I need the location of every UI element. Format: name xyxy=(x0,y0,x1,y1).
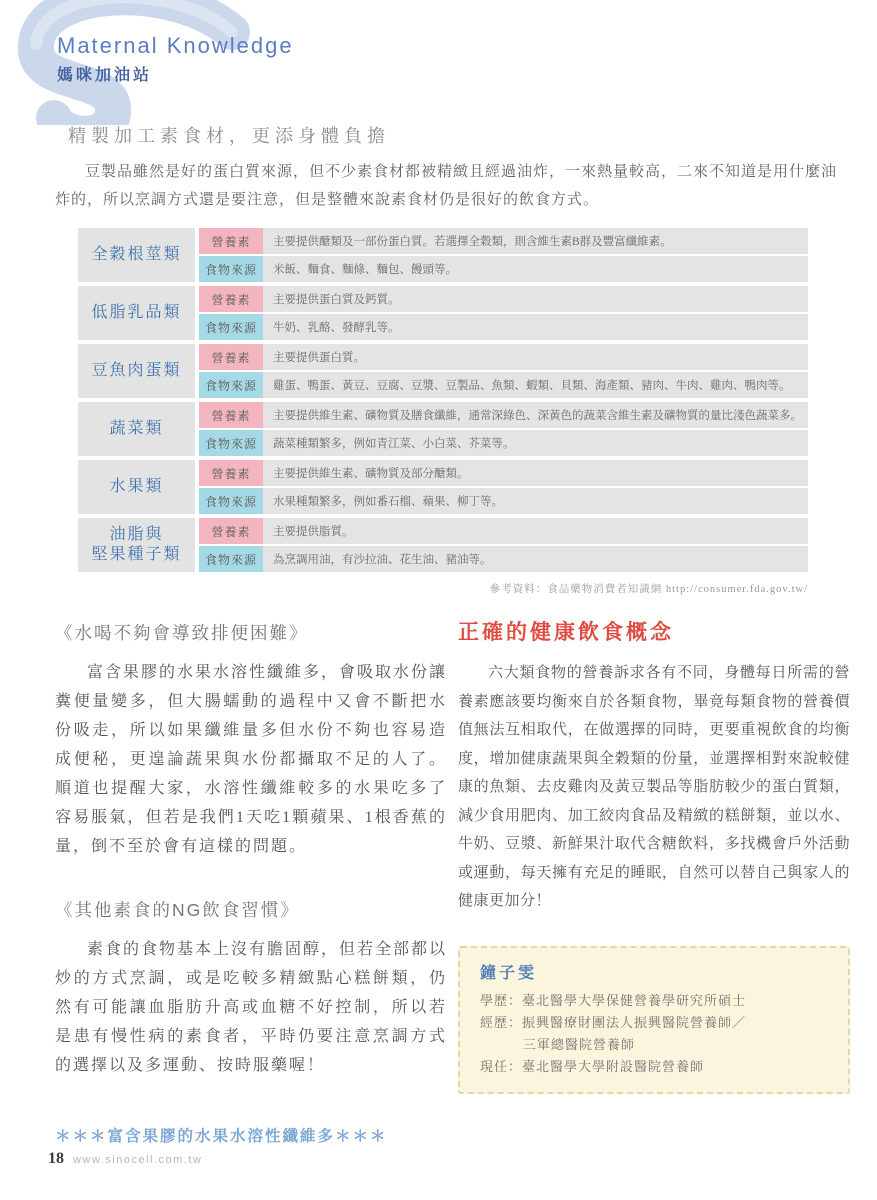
nutrient-value: 主要提供脂質。 xyxy=(263,518,808,544)
nutrient-subrow xyxy=(199,228,808,254)
source-subrow xyxy=(199,256,808,282)
source-subrow xyxy=(199,488,808,514)
source-tag: 食物來源 xyxy=(199,546,263,572)
nutrient-tag: 營養素 xyxy=(199,228,263,254)
nutrient-tag: 營養素 xyxy=(199,286,263,312)
source-value: 米飯、麵食、麵條、麵包、饅頭等。 xyxy=(263,256,808,282)
source-subrow xyxy=(199,430,808,456)
ng-habits-paragraph: 素食的食物基本上沒有膽固醇，但若全部都以炒的方式烹調，或是吃較多精緻點心糕餅類，仍然有可能讓血脂肪升高或血糖不好控制，所以若是患有慢性病的素食者，平時仍要注意烹調方式的選擇以及多運動、按時服藥喔！ xyxy=(55,941,448,1074)
nutrient-value: 主要提供蛋白質及鈣質。 xyxy=(263,286,808,312)
category-label: 油脂與 xyxy=(109,526,164,543)
source-tag: 食物來源 xyxy=(199,372,263,398)
healthy-diet-paragraph: 六大類食物的營養訴求各有不同，身體每日所需的營養素應該要均衡來自於各類食物，畢竟每類食物的營養價值無法互相取代，在做選擇的同時，更要重視飲食的均衡度，增加健康蔬果與全穀類的份量，並選擇相對來說較健康的魚類、去皮雞肉及黃豆製品等脂肪較少的蛋白質類，減少食用肥肉、加工絞肉食品及精緻的糕餅類，並以水、牛奶、豆漿、新鮮果汁取代含糖飲料，多找機會戶外活動或運動，每天擁有充足的睡眠，自然可以替自己與家人的健康更加分！ xyxy=(458,665,850,909)
education-value: 臺北醫學大學保健營養學研究所碩士 xyxy=(522,992,747,1008)
category-cell xyxy=(78,286,195,340)
nutrient-tag: 營養素 xyxy=(199,402,263,428)
current-label: 現任： xyxy=(480,1058,523,1074)
category-label: 水果類 xyxy=(109,478,164,495)
table-row xyxy=(78,460,808,514)
healthy-diet-heading: 正確的健康飲食概念 xyxy=(458,621,674,644)
intro-heading: 精製加工素食材，更添身體負擔 xyxy=(68,126,390,146)
nutrient-value: 主要提供維生素、礦物質及膳食纖維，通常深綠色、深黃色的蔬菜含維生素及礦物質的量比淺色蔬菜多。 xyxy=(263,402,808,428)
experience-value-line2: 三軍總醫院營養師 xyxy=(522,1036,635,1052)
food-category-table xyxy=(78,228,808,596)
category-label: 蔬菜類 xyxy=(109,420,164,437)
page-footer xyxy=(48,1150,202,1168)
author-current xyxy=(480,1056,832,1078)
nutrient-subrow xyxy=(199,518,808,544)
table-row xyxy=(78,286,808,340)
category-cell xyxy=(78,460,195,514)
source-value: 雞蛋、鴨蛋、黃豆、豆腐、豆漿、豆製品、魚類、蝦類、貝類、海產類、豬肉、牛肉、雞肉、鴨肉等。 xyxy=(263,372,808,398)
experience-label: 經歷： xyxy=(480,1014,523,1030)
author-credentials-box xyxy=(458,946,850,1094)
water-heading: 《水喝不夠會導致排便困難》 xyxy=(55,623,309,643)
experience-value: 振興醫療財團法人振興醫院營養師／ xyxy=(522,1014,747,1030)
current-value: 臺北醫學大學附設醫院營養師 xyxy=(522,1058,705,1074)
magazine-section-title-zh: 媽咪加油站 xyxy=(57,67,153,84)
website-url: www.sinocell.com.tw xyxy=(73,1154,203,1166)
category-label-line2: 堅果種子類 xyxy=(91,546,182,563)
nutrient-subrow xyxy=(199,460,808,486)
source-subrow xyxy=(199,314,808,340)
source-value: 牛奶、乳酪、發酵乳等。 xyxy=(263,314,808,340)
table-row xyxy=(78,228,808,282)
education-label: 學歷： xyxy=(480,992,523,1008)
source-tag: 食物來源 xyxy=(199,430,263,456)
source-tag: 食物來源 xyxy=(199,256,263,282)
source-tag: 食物來源 xyxy=(199,314,263,340)
table-row xyxy=(78,518,808,572)
source-value: 為烹調用油，有沙拉油、花生油、豬油等。 xyxy=(263,546,808,572)
category-cell xyxy=(78,518,195,572)
nutrient-tag: 營養素 xyxy=(199,518,263,544)
intro-paragraph: 豆製品雖然是好的蛋白質來源，但不少素食材都被精緻且經過油炸，一來熱量較高，二來不知道是用什麼油炸的，所以烹調方式還是要注意，但是整體來說素食材仍是很好的飲食方式。 xyxy=(55,164,838,208)
right-column xyxy=(458,616,850,1094)
table-row xyxy=(78,344,808,398)
source-subrow xyxy=(199,372,808,398)
highlight-line: ＊＊＊富含果膠的水果水溶性纖維多＊＊＊ xyxy=(55,1128,388,1145)
category-label: 全穀根莖類 xyxy=(91,246,182,263)
nutrient-value: 主要提供維生素、礦物質及部分醣類。 xyxy=(263,460,808,486)
nutrient-value: 主要提供醣類及一部份蛋白質。若選擇全穀類，則含維生素B群及豐富纖維素。 xyxy=(263,228,808,254)
source-subrow xyxy=(199,546,808,572)
table-row xyxy=(78,402,808,456)
category-label: 豆魚肉蛋類 xyxy=(91,362,182,379)
magazine-section-title-en: Maternal Knowledge xyxy=(57,33,294,58)
nutrient-value: 主要提供蛋白質。 xyxy=(263,344,808,370)
source-value: 水果種類繁多，例如番石榴、蘋果、柳丁等。 xyxy=(263,488,808,514)
author-name: 鐘子雯 xyxy=(480,964,538,982)
left-column xyxy=(55,620,447,1146)
ng-habits-heading: 《其他素食的NG飲食習慣》 xyxy=(55,900,300,920)
nutrient-subrow xyxy=(199,344,808,370)
category-cell xyxy=(78,344,195,398)
page-header xyxy=(57,33,294,85)
author-education xyxy=(480,990,832,1012)
water-paragraph: 富含果膠的水果水溶性纖維多，會吸取水份讓糞便量變多，但大腸蠕動的過程中又會不斷把水份吸走，所以如果纖維量多但水份不夠也容易造成便秘，更遑論蔬果與水份都攝取不足的人了。順道也提醒大家，水溶性纖維較多的水果吃多了容易脹氣，但若是我們1天吃1顆蘋果、1根香蕉的量，倒不至於會有這樣的問題。 xyxy=(55,664,448,855)
nutrient-subrow xyxy=(199,286,808,312)
author-experience xyxy=(480,1012,832,1056)
category-cell xyxy=(78,228,195,282)
category-cell xyxy=(78,402,195,456)
source-value: 蔬菜種類繁多，例如青江菜、小白菜、芥菜等。 xyxy=(263,430,808,456)
page-number: 18 xyxy=(48,1150,64,1167)
reference-note: 參考資料：食品藥物消費者知識網 http://consumer.fda.gov.tw/ xyxy=(489,584,808,595)
category-label: 低脂乳品類 xyxy=(91,304,182,321)
source-tag: 食物來源 xyxy=(199,488,263,514)
nutrient-tag: 營養素 xyxy=(199,460,263,486)
nutrient-subrow xyxy=(199,402,808,428)
nutrient-tag: 營養素 xyxy=(199,344,263,370)
